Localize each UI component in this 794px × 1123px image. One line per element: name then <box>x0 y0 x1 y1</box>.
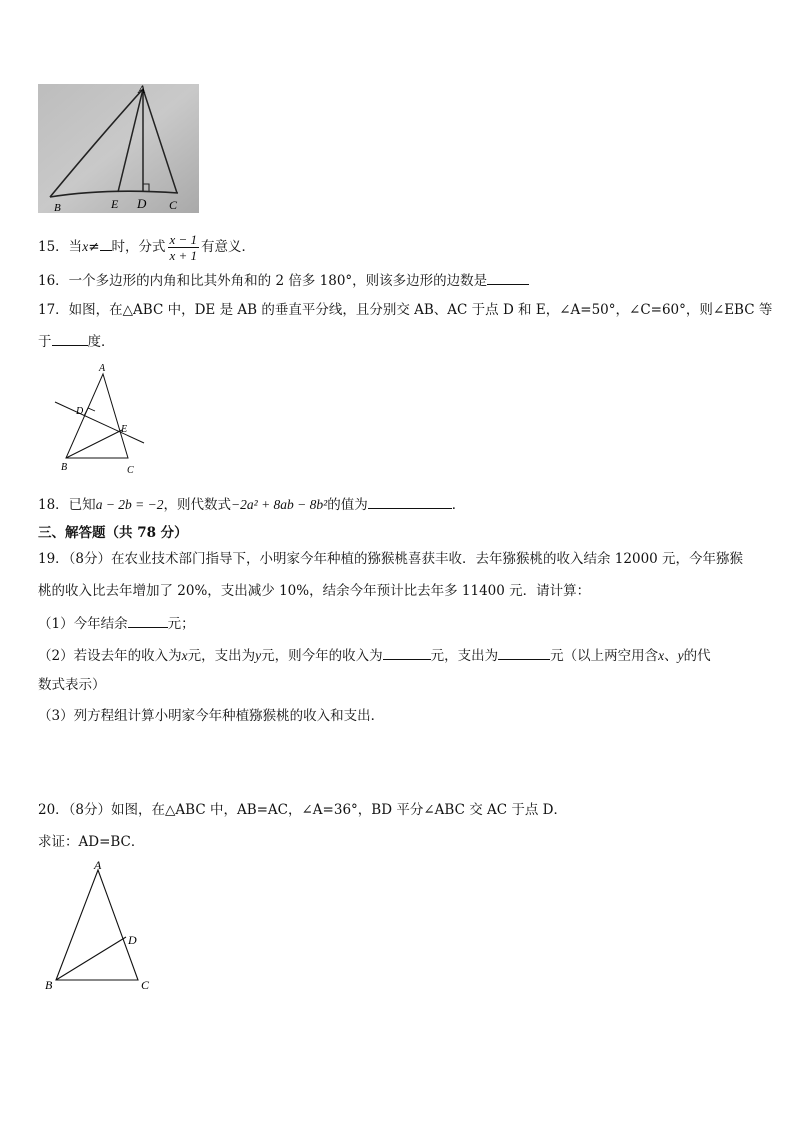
figure-14-svg <box>38 84 199 213</box>
q18-text-c: 的值为 <box>327 497 368 513</box>
q17-line2-a: 于 <box>38 334 52 350</box>
q19-part2-x: x <box>181 648 188 663</box>
q18-text-d: ． <box>451 497 466 513</box>
label-A: A <box>94 858 102 872</box>
question-19-line1 <box>38 549 743 569</box>
q19-part1-b: 元； <box>167 616 195 632</box>
q19-part3: （3）列方程组计算小明家今年种植猕猴桃的收入和支出． <box>38 708 385 724</box>
q18-expr1: a − 2b = −2 <box>95 497 164 512</box>
label-B: B <box>45 978 53 992</box>
q19-part2-blank1[interactable] <box>383 645 431 660</box>
question-20-line2 <box>38 832 144 852</box>
figure-14 <box>38 84 199 213</box>
question-17-line2 <box>38 331 115 352</box>
q19-part2-y2: y <box>677 648 684 663</box>
question-17-line1 <box>38 300 772 320</box>
q15-fraction <box>168 232 200 263</box>
label-B: B <box>61 462 68 473</box>
label-C: C <box>169 198 178 212</box>
q19-part2-g: 的代 <box>683 648 711 664</box>
q16-text: 16．一个多边形的内角和比其外角和的 2 倍多 180°，则该多边形的边数是 <box>38 273 488 289</box>
q19-part2-x2: x <box>658 648 665 663</box>
q15-text-c: 时，分式 <box>111 239 166 255</box>
question-16 <box>38 270 529 291</box>
label-B: B <box>54 202 61 213</box>
q15-neq: ≠ <box>88 239 100 255</box>
q19-part2-d: 元，支出为 <box>430 648 499 664</box>
label-D: D <box>128 933 137 947</box>
question-20-line1 <box>38 800 567 820</box>
question-19-part1 <box>38 613 195 634</box>
q20-line2: 求证：AD=BC． <box>38 834 145 850</box>
label-E: E <box>121 424 128 435</box>
q19-part1-a: （1）今年结余 <box>38 616 128 632</box>
label-E: E <box>111 197 119 211</box>
label-C: C <box>127 465 134 476</box>
label-C: C <box>141 978 150 992</box>
figure-20 <box>40 858 160 994</box>
q18-blank[interactable] <box>368 494 452 509</box>
q15-var: x <box>82 239 89 254</box>
question-19-line2 <box>38 581 590 601</box>
q19-part2-c: 元，则今年的收入为 <box>261 648 383 664</box>
figure-17 <box>50 360 150 478</box>
q15-text-d: 有意义． <box>201 239 256 255</box>
q19-part2-blank2[interactable] <box>498 645 550 660</box>
q19-part2-e: 元（以上两空用含 <box>550 648 659 664</box>
q17-line2-b: 度． <box>87 334 115 350</box>
q15-numerator: x − 1 <box>169 232 198 247</box>
q15-blank[interactable] <box>100 236 112 251</box>
label-D: D <box>76 406 84 417</box>
section-3-title: 三、解答题（共 78 分） <box>38 525 188 541</box>
q16-blank[interactable] <box>487 270 529 285</box>
q17-line1: 17．如图，在△ABC 中，DE 是 AB 的垂直平分线，且分别交 AB、AC 于点 D 和 E，∠A=50°，∠C=60°，则∠EBC 等 <box>38 302 773 318</box>
question-18 <box>38 494 465 515</box>
q19-line2: 桃的收入比去年增加了 20%，支出减少 10%，结余今年预计比去年多 11400 元．请计算： <box>38 583 591 599</box>
q18-text-a: 18．已知 <box>38 497 96 513</box>
q19-part2-f: 、 <box>664 648 678 664</box>
q19-part2-a: （2）若设去年的收入为 <box>38 648 182 664</box>
question-19-part3 <box>38 706 384 726</box>
figure-17-svg <box>50 360 150 478</box>
q19-part2-line2: 数式表示） <box>38 677 106 693</box>
q17-blank[interactable] <box>52 331 88 346</box>
q15-denominator: x + 1 <box>169 248 198 263</box>
question-19-part2 <box>38 645 711 666</box>
label-A: A <box>138 84 146 96</box>
q19-part1-blank[interactable] <box>128 613 168 628</box>
figure-20-svg <box>40 858 160 994</box>
label-A: A <box>99 363 106 374</box>
question-19-part2-line2 <box>38 675 106 695</box>
q19-part2-b: 元，支出为 <box>187 648 256 664</box>
q18-text-b: ，则代数式 <box>163 497 232 513</box>
label-D: D <box>137 196 147 211</box>
q15-text: 15．当 <box>38 239 83 255</box>
question-15 <box>38 228 255 266</box>
q19-line1: 19．（8分）在农业技术部门指导下，小明家今年种植的猕猴桃喜获丰收．去年猕猴桃的收入结余 12000 元，今年猕猴 <box>38 551 744 567</box>
q18-expr2: −2a² + 8ab − 8b² <box>231 497 328 512</box>
q19-part2-y: y <box>255 648 262 663</box>
q20-line1: 20．（8分）如图，在△ABC 中，AB=AC，∠A=36°，BD 平分∠ABC 交 AC 于点 D． <box>38 802 567 818</box>
